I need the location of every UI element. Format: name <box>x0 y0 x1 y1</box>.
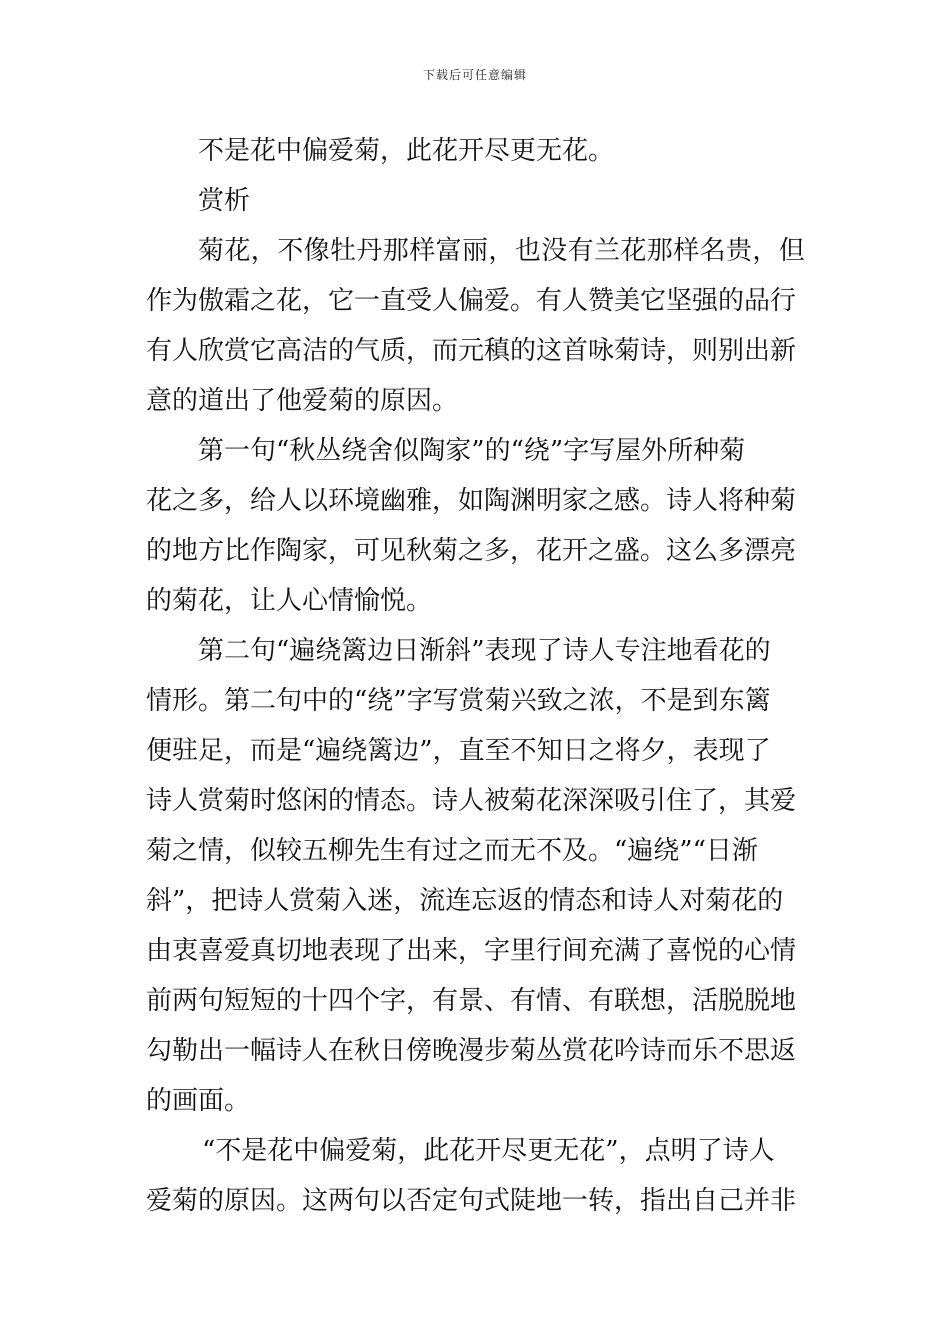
text-line: 作为傲霜之花，它一直受人偏爱。有人赞美它坚强的品行 <box>146 286 797 316</box>
text-line: 的画面。 <box>146 1086 251 1116</box>
paragraph <box>146 626 810 1126</box>
text-line: 的地方比作陶家，可见秋菊之多，花开之盛。这么多漂亮 <box>146 536 797 566</box>
text-line: 前两句短短的十四个字，有景、有情、有联想，活脱脱地 <box>146 986 797 1016</box>
text-line: “不是花中偏爱菊，此花开尽更无花”，点明了诗人 <box>202 1136 775 1166</box>
text-line: 的菊花，让人心情愉悦。 <box>146 586 433 616</box>
text-line: 勾勒出一幅诗人在秋日傍晚漫步菊丛赏花吟诗而乐不思返 <box>146 1036 797 1066</box>
text-line: 斜”，把诗人赏菊入迷，流连忘返的情态和诗人对菊花的 <box>146 886 784 916</box>
paragraph <box>146 226 810 426</box>
poem-line: 不是花中偏爱菊，此花开尽更无花。 <box>198 136 615 166</box>
text-line: 有人欣赏它高洁的气质，而元稹的这首咏菊诗，则别出新 <box>146 336 797 366</box>
text-line: 爱菊的原因。这两句以否定句式陡地一转，指出自己并非 <box>146 1186 797 1216</box>
text-line: 第一句“秋丛绕舍似陶家”的“绕”字写屋外所种菊 <box>198 436 746 466</box>
section-title: 赏析 <box>198 186 251 216</box>
text-line: 情形。第二句中的“绕”字写赏菊兴致之浓，不是到东篱 <box>146 686 771 716</box>
paragraph <box>146 426 810 626</box>
text-line: 菊之情，似较五柳先生有过之而无不及。“遍绕”“日渐 <box>146 836 758 866</box>
paragraph <box>146 1126 810 1226</box>
text-line: 由衷喜爱真切地表现了出来，字里行间充满了喜悦的心情 <box>146 936 797 966</box>
document-body <box>146 126 810 1226</box>
text-line: 便驻足，而是“遍绕篱边”，直至不知日之将夕，表现了 <box>146 736 771 766</box>
text-line: 诗人赏菊时悠闲的情态。诗人被菊花深深吸引住了，其爱 <box>146 786 797 816</box>
text-line: 意的道出了他爱菊的原因。 <box>146 386 459 416</box>
page-header: 下载后可任意编辑 <box>422 68 527 82</box>
text-line: 第二句“遍绕篱边日渐斜”表现了诗人专注地看花的 <box>198 636 771 666</box>
text-line: 菊花，不像牡丹那样富丽，也没有兰花那样名贵，但 <box>198 236 806 266</box>
text-line: 花之多，给人以环境幽雅，如陶渊明家之感。诗人将种菊 <box>146 486 797 516</box>
